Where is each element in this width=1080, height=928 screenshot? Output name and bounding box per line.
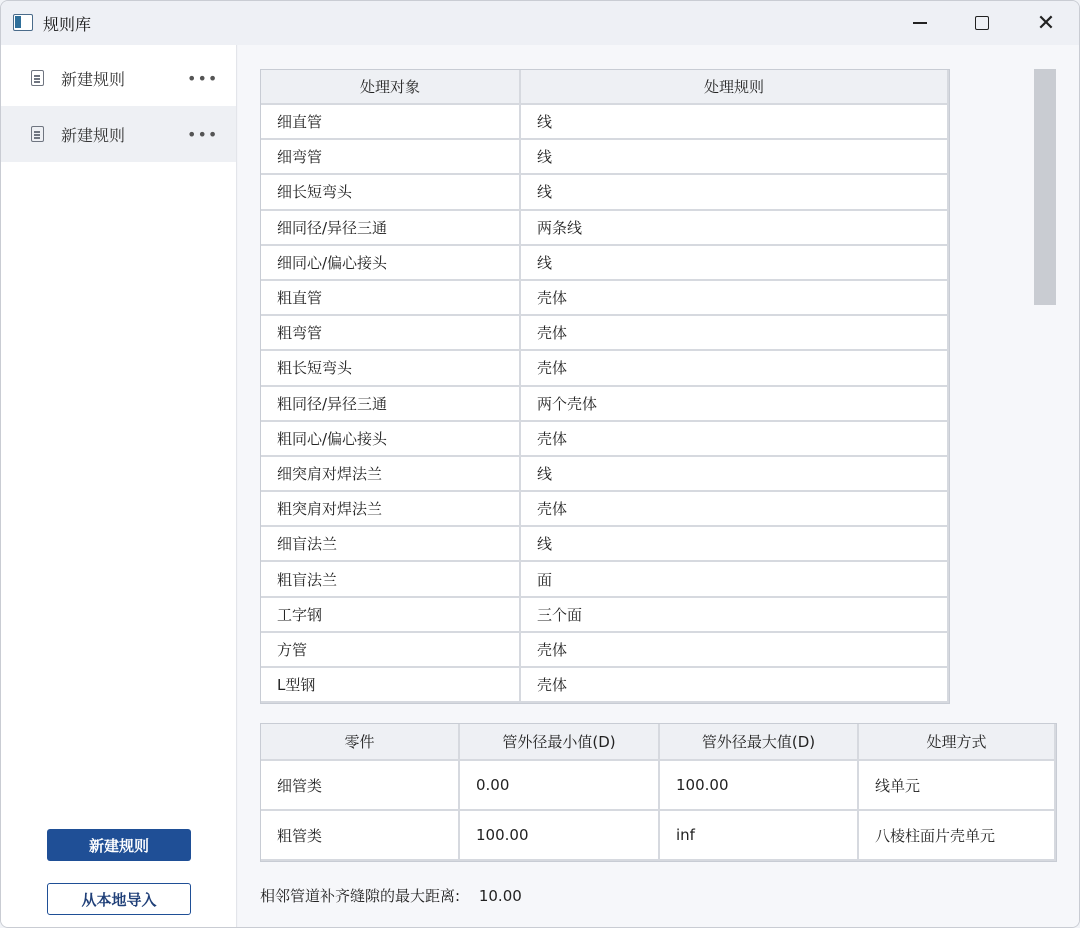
rule-cell[interactable]: 壳体 <box>521 492 949 527</box>
gap-distance-row <box>260 885 522 906</box>
method-cell[interactable]: 八棱柱面片壳单元 <box>859 811 1056 861</box>
rule-cell[interactable]: 线 <box>521 246 949 281</box>
rule-cell[interactable]: 线 <box>521 105 949 140</box>
more-options-icon[interactable]: ••• <box>187 124 219 144</box>
rule-cell[interactable]: 壳体 <box>521 281 949 316</box>
minimize-icon <box>913 22 927 24</box>
main-content <box>238 45 1079 928</box>
app-icon <box>13 14 33 31</box>
object-cell[interactable]: 工字钢 <box>261 598 521 633</box>
sidebar-item-label: 新建规则 <box>61 69 126 89</box>
column-header: 管外径最小值(D) <box>460 724 660 761</box>
table-header-row <box>261 724 1056 761</box>
gap-distance-label: 相邻管道补齐缝隙的最大距离: <box>260 887 461 905</box>
sidebar-item-label: 新建规则 <box>61 125 126 145</box>
sidebar-item-rule-1[interactable] <box>1 50 236 106</box>
rule-cell[interactable]: 壳体 <box>521 422 949 457</box>
table-row[interactable] <box>261 761 1056 811</box>
gap-distance-value[interactable]: 10.00 <box>478 887 522 905</box>
rule-cell[interactable]: 线 <box>521 175 949 210</box>
rule-cell[interactable]: 三个面 <box>521 598 949 633</box>
rule-cell[interactable]: 两个壳体 <box>521 387 949 422</box>
maximize-icon <box>975 16 989 30</box>
rule-cell[interactable]: 壳体 <box>521 351 949 386</box>
params-table <box>260 723 1057 862</box>
table-row[interactable] <box>261 562 949 597</box>
more-options-icon[interactable]: ••• <box>187 68 219 88</box>
object-cell[interactable]: 细直管 <box>261 105 521 140</box>
rule-cell[interactable]: 面 <box>521 562 949 597</box>
table-row[interactable] <box>261 492 949 527</box>
method-cell[interactable]: 线单元 <box>859 761 1056 811</box>
max-diameter-cell[interactable]: inf <box>660 811 859 861</box>
rule-cell[interactable]: 线 <box>521 140 949 175</box>
min-diameter-cell[interactable]: 0.00 <box>460 761 660 811</box>
table-header-row <box>261 70 949 105</box>
table-row[interactable] <box>261 387 949 422</box>
sidebar <box>1 45 237 928</box>
object-cell[interactable]: 粗长短弯头 <box>261 351 521 386</box>
table-row[interactable] <box>261 281 949 316</box>
scrollbar-thumb[interactable] <box>1034 69 1056 305</box>
object-cell[interactable]: 细同心/偏心接头 <box>261 246 521 281</box>
object-cell[interactable]: 粗突肩对焊法兰 <box>261 492 521 527</box>
object-cell[interactable]: 粗同心/偏心接头 <box>261 422 521 457</box>
table-row[interactable] <box>261 811 1056 861</box>
table-row[interactable] <box>261 316 949 351</box>
document-icon <box>31 126 44 142</box>
rule-cell[interactable]: 壳体 <box>521 668 949 703</box>
close-button[interactable] <box>1023 1 1069 45</box>
part-cell[interactable]: 粗管类 <box>261 811 460 861</box>
new-rule-button[interactable]: 新建规则 <box>47 829 191 861</box>
object-cell[interactable]: 方管 <box>261 633 521 668</box>
rule-cell[interactable]: 两条线 <box>521 211 949 246</box>
object-cell[interactable]: 粗直管 <box>261 281 521 316</box>
window-title: 规则库 <box>43 15 92 34</box>
column-header: 处理方式 <box>859 724 1056 761</box>
table-row[interactable] <box>261 633 949 668</box>
part-cell[interactable]: 细管类 <box>261 761 460 811</box>
column-header: 零件 <box>261 724 460 761</box>
column-header: 处理规则 <box>521 70 949 105</box>
rule-cell[interactable]: 线 <box>521 527 949 562</box>
table-row[interactable] <box>261 422 949 457</box>
table-row[interactable] <box>261 457 949 492</box>
maximize-button[interactable] <box>959 1 1005 45</box>
object-cell[interactable]: 细突肩对焊法兰 <box>261 457 521 492</box>
table-row[interactable] <box>261 140 949 175</box>
table-row[interactable] <box>261 211 949 246</box>
min-diameter-cell[interactable]: 100.00 <box>460 811 660 861</box>
object-cell[interactable]: 细盲法兰 <box>261 527 521 562</box>
column-header: 管外径最大值(D) <box>660 724 859 761</box>
table-row[interactable] <box>261 246 949 281</box>
rules-table <box>260 69 950 704</box>
table-row[interactable] <box>261 668 949 703</box>
table-row[interactable] <box>261 351 949 386</box>
table-row[interactable] <box>261 175 949 210</box>
max-diameter-cell[interactable]: 100.00 <box>660 761 859 811</box>
object-cell[interactable]: 粗弯管 <box>261 316 521 351</box>
rule-cell[interactable]: 壳体 <box>521 633 949 668</box>
close-icon: ✕ <box>1036 10 1056 36</box>
object-cell[interactable]: 粗盲法兰 <box>261 562 521 597</box>
rule-cell[interactable]: 线 <box>521 457 949 492</box>
document-icon <box>31 70 44 86</box>
rule-cell[interactable]: 壳体 <box>521 316 949 351</box>
minimize-button[interactable] <box>897 1 943 45</box>
object-cell[interactable]: 细长短弯头 <box>261 175 521 210</box>
object-cell[interactable]: 细同径/异径三通 <box>261 211 521 246</box>
title-bar <box>1 1 1079 45</box>
table-row[interactable] <box>261 598 949 633</box>
object-cell[interactable]: 粗同径/异径三通 <box>261 387 521 422</box>
object-cell[interactable]: L型钢 <box>261 668 521 703</box>
table-row[interactable] <box>261 527 949 562</box>
sidebar-item-rule-2[interactable] <box>1 106 236 162</box>
table-row[interactable] <box>261 105 949 140</box>
import-local-button[interactable]: 从本地导入 <box>47 883 191 915</box>
column-header: 处理对象 <box>261 70 521 105</box>
object-cell[interactable]: 细弯管 <box>261 140 521 175</box>
